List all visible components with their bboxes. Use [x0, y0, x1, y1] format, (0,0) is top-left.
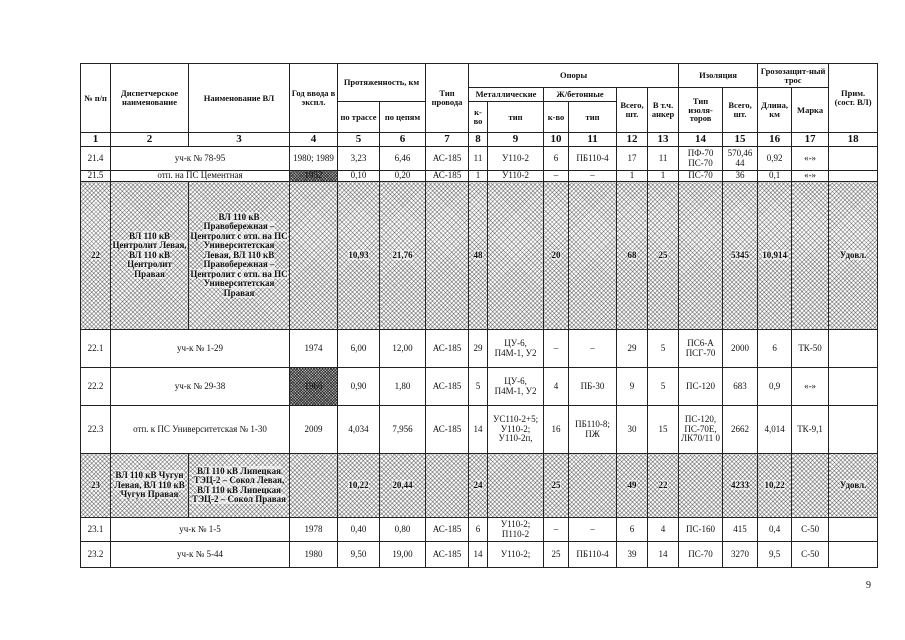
- note-cell: [829, 406, 878, 454]
- wire-type-cell: [426, 182, 469, 330]
- col-num: 13: [648, 133, 679, 147]
- wire-type-cell: АС-185: [426, 147, 469, 171]
- insulator-type-cell: [679, 454, 723, 518]
- section-name: уч-к № 1-29: [111, 330, 290, 368]
- header-insulation: Изоляция: [679, 64, 758, 88]
- length-circuit-cell: 21,76: [392, 249, 413, 260]
- total-supports-cell: 6: [617, 518, 648, 542]
- row-number: 23.2: [81, 542, 111, 568]
- year-cell: 1966: [290, 368, 338, 406]
- row-number: 21.5: [81, 171, 111, 182]
- wire-type-cell: АС-185: [426, 171, 469, 182]
- power-lines-table: [80, 63, 878, 568]
- anchor-cell: 11: [648, 147, 679, 171]
- col-num: 15: [723, 133, 758, 147]
- col-num: 9: [488, 133, 544, 147]
- col-num: 10: [544, 133, 569, 147]
- header-rope-length: Длина, км: [758, 88, 792, 133]
- header-anchor: В т.ч. анкер: [648, 88, 679, 133]
- length-circuit-cell: 0,20: [380, 171, 426, 182]
- col-num: 1: [81, 133, 111, 147]
- insulator-type-cell: ПФ-70 ПС-70: [679, 147, 723, 171]
- insulator-total-cell: 4233: [731, 479, 750, 490]
- wire-type-cell: АС-185: [426, 368, 469, 406]
- concrete-qty-cell: 25: [544, 542, 569, 568]
- section-name: уч-к № 1-5: [111, 518, 290, 542]
- concrete-type-cell: –: [569, 171, 617, 182]
- header-wire-type: Тип провода: [426, 64, 469, 133]
- concrete-qty-cell: 20: [551, 249, 561, 260]
- length-circuit-cell: 7,956: [380, 406, 426, 454]
- metal-type-cell: У110-2; П110-2: [488, 518, 544, 542]
- rope-length-cell: 9,5: [758, 542, 792, 568]
- concrete-type-cell: ПБ110-4: [569, 147, 617, 171]
- insulator-total-cell: 2662: [723, 406, 758, 454]
- summary-row: [81, 454, 878, 518]
- table-row: [81, 147, 878, 171]
- total-supports-cell: 68: [627, 249, 637, 260]
- page-number: 9: [866, 580, 871, 591]
- metal-type-cell: [488, 182, 544, 330]
- length-route-cell: 10,22: [348, 479, 369, 490]
- length-circuit-cell: 1,80: [380, 368, 426, 406]
- col-num: 7: [426, 133, 469, 147]
- dispatch-name: ВЛ 110 кВ Чугун Левая, ВЛ 110 кВ Чугун Правая: [114, 470, 185, 500]
- metal-qty-cell: 5: [469, 368, 488, 406]
- table-row: [81, 368, 878, 406]
- total-supports-cell: 29: [617, 330, 648, 368]
- anchor-cell: 22: [658, 479, 668, 490]
- dispatch-name: ВЛ 110 кВ Центролит Левая, ВЛ 110 кВ Центролит Правая: [112, 230, 187, 279]
- rope-length-cell: 4,014: [758, 406, 792, 454]
- anchor-cell: 5: [648, 368, 679, 406]
- metal-qty-cell: 14: [469, 406, 488, 454]
- concrete-type-cell: –: [569, 518, 617, 542]
- metal-qty-cell: 1: [469, 171, 488, 182]
- row-number: 22.1: [81, 330, 111, 368]
- length-route-cell: 4,034: [338, 406, 380, 454]
- total-supports-cell: 1: [617, 171, 648, 182]
- anchor-cell: 5: [648, 330, 679, 368]
- total-supports-cell: 17: [617, 147, 648, 171]
- rope-mark-cell: «-»: [792, 171, 829, 182]
- wire-type-cell: [426, 454, 469, 518]
- section-name: отп. на ПС Цементная: [111, 171, 290, 182]
- section-name: отп. к ПС Университетская № 1-30: [111, 406, 290, 454]
- length-route-cell: 6,00: [338, 330, 380, 368]
- rope-mark-cell: ТК-9,1: [792, 406, 829, 454]
- insulator-type-cell: ПС-120: [679, 368, 723, 406]
- year-cell: [290, 182, 338, 330]
- col-num: 17: [792, 133, 829, 147]
- length-route-cell: 10,93: [348, 249, 369, 260]
- length-route-cell: 0,90: [338, 368, 380, 406]
- insulator-total-cell: 570,46 44: [723, 147, 758, 171]
- col-num: 16: [758, 133, 792, 147]
- rope-length-cell: 10,22: [764, 479, 785, 490]
- concrete-qty-cell: 4: [544, 368, 569, 406]
- row-number: 22: [91, 249, 100, 260]
- length-circuit-cell: 0,80: [380, 518, 426, 542]
- header-metal: Металлические: [469, 88, 544, 102]
- rope-mark-cell: С-50: [792, 518, 829, 542]
- header-rope-mark: Марка: [792, 88, 829, 133]
- note-cell: [829, 147, 878, 171]
- metal-type-cell: У110-2: [488, 147, 544, 171]
- concrete-type-cell: ПБ-30: [569, 368, 617, 406]
- insulator-total-cell: 2000: [723, 330, 758, 368]
- concrete-qty-cell: 16: [544, 406, 569, 454]
- concrete-type-cell: ПБ110-4: [569, 542, 617, 568]
- metal-qty-cell: 14: [469, 542, 488, 568]
- line-name: ВЛ 110 кВ Липецкая ТЭЦ-2 – Сокол Левая, ВЛ 110 кВ Липецкая ТЭЦ-2 – Сокол Правая: [191, 465, 287, 504]
- header-concrete-qty: к-во: [544, 102, 569, 133]
- col-num: 4: [290, 133, 338, 147]
- rope-mark-cell: [792, 454, 829, 518]
- length-route-cell: 0,40: [338, 518, 380, 542]
- metal-type-cell: У110-2: [488, 171, 544, 182]
- metal-type-cell: УС110-2+5; У110-2; У110-2п,: [488, 406, 544, 454]
- row-number: 23.1: [81, 518, 111, 542]
- rope-length-cell: 0,9: [758, 368, 792, 406]
- length-route-cell: 9,50: [338, 542, 380, 568]
- metal-type-cell: ЦУ-6, П4М-1, У2: [488, 368, 544, 406]
- year-cell: 1952: [290, 171, 338, 182]
- line-name: ВЛ 110 кВ Правобережная – Центролит с отп. на ПС Университетская Левая, ВЛ 110 кВ Правобережная – Центролит с отп. на ПС Университетская Правая: [190, 212, 288, 298]
- header-by-route: по трассе: [338, 102, 380, 133]
- concrete-qty-cell: 25: [551, 479, 561, 490]
- header-year: Год ввода в экспл.: [290, 64, 338, 133]
- length-circuit-cell: 12,00: [380, 330, 426, 368]
- concrete-type-cell: –: [569, 330, 617, 368]
- rope-mark-cell: ТК-50: [792, 330, 829, 368]
- length-route-cell: 0,10: [338, 171, 380, 182]
- anchor-cell: 14: [648, 542, 679, 568]
- year-cell: 1974: [290, 330, 338, 368]
- wire-type-cell: АС-185: [426, 542, 469, 568]
- table-row: [81, 542, 878, 568]
- row-number: 23: [91, 479, 100, 490]
- concrete-type-cell: [569, 454, 617, 518]
- concrete-qty-cell: 6: [544, 147, 569, 171]
- note-cell: [829, 171, 878, 182]
- insulator-total-cell: 683: [723, 368, 758, 406]
- col-num: 11: [569, 133, 617, 147]
- rope-mark-cell: «-»: [792, 147, 829, 171]
- metal-type-cell: У110-2;: [488, 542, 544, 568]
- table-row: [81, 171, 878, 182]
- length-circuit-cell: 19,00: [380, 542, 426, 568]
- concrete-type-cell: ПБ110-8; ПЖ: [569, 406, 617, 454]
- year-cell: [290, 454, 338, 518]
- header-by-circuit: по цепям: [380, 102, 426, 133]
- insulator-type-cell: ПС-120, ПС-70Е, ЛК70/11 0: [679, 406, 723, 454]
- header-line-name: Наименование ВЛ: [189, 64, 290, 133]
- table-row: [81, 406, 878, 454]
- wire-type-cell: АС-185: [426, 406, 469, 454]
- total-supports-cell: 9: [617, 368, 648, 406]
- length-route-cell: 3,23: [338, 147, 380, 171]
- section-name: уч-к № 78-95: [111, 147, 290, 171]
- metal-qty-cell: 29: [469, 330, 488, 368]
- rope-length-cell: 0,92: [758, 147, 792, 171]
- insulator-total-cell: 3270: [723, 542, 758, 568]
- rope-mark-cell: С-50: [792, 542, 829, 568]
- header-insulator-type: Тип изоля-торов: [679, 88, 723, 133]
- concrete-type-cell: [569, 182, 617, 330]
- metal-qty-cell: 11: [469, 147, 488, 171]
- header-ground-wire: Грозозащит-ный трос: [758, 64, 829, 88]
- table-row: [81, 518, 878, 542]
- rope-length-cell: 10,914: [762, 249, 787, 260]
- rope-mark-cell: «-»: [792, 368, 829, 406]
- year-cell: 1980; 1989: [290, 147, 338, 171]
- metal-qty-cell: 6: [469, 518, 488, 542]
- note-cell: [829, 368, 878, 406]
- insulator-total-cell: 5345: [731, 249, 750, 260]
- year-cell: 2009: [290, 406, 338, 454]
- col-num: 14: [679, 133, 723, 147]
- anchor-cell: 4: [648, 518, 679, 542]
- insulator-total-cell: 36: [723, 171, 758, 182]
- year-cell: 1978: [290, 518, 338, 542]
- section-name: уч-к № 5-44: [111, 542, 290, 568]
- col-num: 12: [617, 133, 648, 147]
- rope-length-cell: 0,1: [758, 171, 792, 182]
- col-num: 18: [829, 133, 878, 147]
- total-supports-cell: 39: [617, 542, 648, 568]
- metal-type-cell: ЦУ-6, П4М-1, У2: [488, 330, 544, 368]
- note-cell: [829, 518, 878, 542]
- header-insulator-total: Всего, шт.: [723, 88, 758, 133]
- header-total-supports: Всего, шт.: [617, 88, 648, 133]
- rope-mark-cell: [792, 182, 829, 330]
- insulator-type-cell: ПС-70: [679, 171, 723, 182]
- total-supports-cell: 30: [617, 406, 648, 454]
- insulator-type-cell: ПС-160: [679, 518, 723, 542]
- summary-row: [81, 182, 878, 330]
- wire-type-cell: АС-185: [426, 330, 469, 368]
- anchor-cell: 25: [658, 249, 668, 260]
- concrete-qty-cell: –: [544, 518, 569, 542]
- section-name: уч-к № 29-38: [111, 368, 290, 406]
- header-metal-type: тип: [488, 102, 544, 133]
- header-supports: Опоры: [469, 64, 679, 88]
- rope-length-cell: 6: [758, 330, 792, 368]
- row-number: 22.3: [81, 406, 111, 454]
- col-num: 3: [189, 133, 290, 147]
- insulator-total-cell: 415: [723, 518, 758, 542]
- note-cell: [829, 330, 878, 368]
- insulator-type-cell: ПС6-А ПСГ-70: [679, 330, 723, 368]
- col-num: 2: [111, 133, 189, 147]
- header-no: № п/п: [81, 64, 111, 133]
- col-num: 8: [469, 133, 488, 147]
- header-length: Протяженность, км: [338, 64, 426, 102]
- insulator-type-cell: ПС-70: [679, 542, 723, 568]
- row-number: 22.2: [81, 368, 111, 406]
- anchor-cell: 15: [648, 406, 679, 454]
- concrete-qty-cell: –: [544, 330, 569, 368]
- header-concrete-type: тип: [569, 102, 617, 133]
- length-circuit-cell: 20,44: [392, 479, 413, 490]
- anchor-cell: 1: [648, 171, 679, 182]
- header-dispatch-name: Диспетчерское наименование: [111, 64, 189, 133]
- header-concrete: Ж/бетонные: [544, 88, 617, 102]
- col-num: 6: [380, 133, 426, 147]
- note-cell: [829, 542, 878, 568]
- header-metal-qty: к-во: [469, 102, 488, 133]
- note-cell: Удовл.: [839, 249, 867, 260]
- rope-length-cell: 0,4: [758, 518, 792, 542]
- row-number: 21.4: [81, 147, 111, 171]
- header-note: Прим. (сост. ВЛ): [829, 64, 878, 133]
- length-circuit-cell: 6,46: [380, 147, 426, 171]
- insulator-type-cell: [679, 182, 723, 330]
- header-row-1: [81, 64, 878, 88]
- wire-type-cell: АС-185: [426, 518, 469, 542]
- metal-qty-cell: 24: [473, 479, 483, 490]
- col-num: 5: [338, 133, 380, 147]
- metal-type-cell: [488, 454, 544, 518]
- note-cell: Удовл.: [839, 479, 867, 490]
- metal-qty-cell: 48: [473, 249, 483, 260]
- column-number-row: [81, 133, 878, 147]
- year-cell: 1980: [290, 542, 338, 568]
- total-supports-cell: 49: [627, 479, 637, 490]
- table-row: [81, 330, 878, 368]
- concrete-qty-cell: –: [544, 171, 569, 182]
